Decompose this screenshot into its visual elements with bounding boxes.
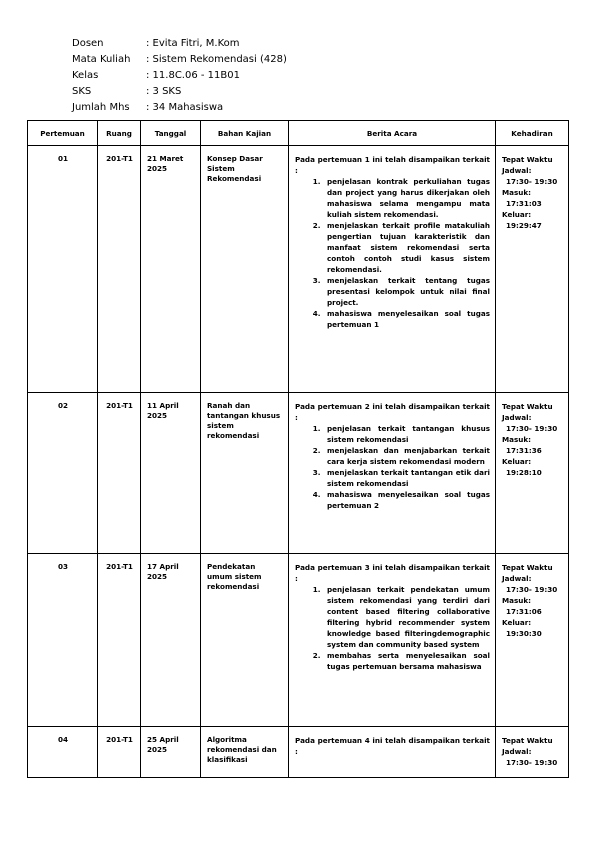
- ruang-cell: 201-T1: [98, 146, 141, 393]
- list-item: 3. menjelaskan terkait tentang tugas presentasi kelompok untuk nilai final project.: [323, 275, 490, 308]
- hadir-jadwal: 17:30- 19:30: [506, 177, 558, 186]
- bahan-kajian-cell: Algoritma rekomendasi dan klasifikasi: [201, 727, 289, 778]
- info-mata-kuliah: [72, 52, 287, 68]
- bahan-kajian-cell: Konsep Dasar Sistem Rekomendasi: [201, 146, 289, 393]
- header-berita-acara: Berita Acara: [289, 121, 496, 146]
- berita-acara-cell: [289, 554, 496, 727]
- hadir-status: Tepat Waktu: [502, 736, 553, 745]
- hadir-masuk-label: Masuk:: [502, 596, 532, 605]
- hadir-jadwal-label: Jadwal:: [502, 747, 532, 756]
- tanggal-cell: 21 Maret 2025: [141, 146, 201, 393]
- hadir-jadwal: 17:30- 19:30: [506, 424, 558, 433]
- bahan-kajian-cell: Pendekatan umum sistem rekomendasi: [201, 554, 289, 727]
- attendance-log-table: [27, 120, 569, 778]
- ruang-cell: 201-T1: [98, 554, 141, 727]
- table-row: [28, 554, 569, 727]
- info-jumlah-mhs: [72, 100, 287, 116]
- tanggal-cell: 11 April 2025: [141, 393, 201, 554]
- ruang-cell: 201-T1: [98, 727, 141, 778]
- hadir-status: Tepat Waktu: [502, 563, 553, 572]
- berita-intro: Pada pertemuan 3 ini telah disampaikan terkait :: [295, 563, 490, 583]
- course-info: [72, 36, 287, 116]
- hadir-jadwal-label: Jadwal:: [502, 413, 532, 422]
- berita-intro: Pada pertemuan 1 ini telah disampaikan terkait :: [295, 155, 490, 175]
- hadir-masuk-label: Masuk:: [502, 435, 532, 444]
- list-item: 2. menjelaskan dan menjabarkan terkait cara kerja sistem rekomendasi modern: [323, 445, 490, 467]
- list-item: 1. penjelasan kontrak perkuliahan tugas dan project yang harus dikerjakan oleh mahasiswa selama mengampu mata kuliah sistem rekomendasi.: [323, 176, 490, 220]
- pertemuan-cell: 04: [28, 727, 98, 778]
- pertemuan-cell: 01: [28, 146, 98, 393]
- header-ruang: Ruang: [98, 121, 141, 146]
- table-row: [28, 146, 569, 393]
- hadir-status: Tepat Waktu: [502, 155, 553, 164]
- kelas-label: Kelas: [72, 70, 99, 81]
- hadir-status: Tepat Waktu: [502, 402, 553, 411]
- list-item: 1. penjelasan terkait pendekatan umum sistem rekomendasi yang terdiri dari content based filtering collaborative filtering hybrid recommender system knowledge based filteringdemographic system dan community based system: [323, 584, 490, 650]
- tanggal-cell: 25 April 2025: [141, 727, 201, 778]
- hadir-jadwal-label: Jadwal:: [502, 166, 532, 175]
- table-header-row: [28, 121, 569, 146]
- hadir-masuk-label: Masuk:: [502, 188, 532, 197]
- hadir-jadwal: 17:30- 19:30: [506, 758, 558, 767]
- kehadiran-cell: [496, 554, 569, 727]
- hadir-keluar: 19:30:30: [506, 629, 542, 638]
- list-item: 4. mahasiswa menyelesaikan soal tugas pertemuan 2: [323, 489, 490, 511]
- sks-label: SKS: [72, 86, 92, 97]
- tanggal-cell: 17 April 2025: [141, 554, 201, 727]
- hadir-masuk: 17:31:03: [506, 199, 542, 208]
- mata-kuliah-value: : Sistem Rekomendasi (428): [146, 54, 287, 65]
- berita-list: [295, 176, 490, 330]
- berita-acara-cell: [289, 393, 496, 554]
- sks-value: : 3 SKS: [146, 86, 182, 97]
- kehadiran-cell: [496, 727, 569, 778]
- pertemuan-cell: 03: [28, 554, 98, 727]
- list-item: 3. menjelaskan terkait tantangan etik dari sistem rekomendasi: [323, 467, 490, 489]
- header-kehadiran: Kehadiran: [496, 121, 569, 146]
- hadir-masuk: 17:31:06: [506, 607, 542, 616]
- hadir-keluar-label: Keluar:: [502, 618, 532, 627]
- hadir-keluar: 19:29:47: [506, 221, 542, 230]
- info-kelas: [72, 68, 287, 84]
- list-item: 4. mahasiswa menyelesaikan soal tugas pertemuan 1: [323, 308, 490, 330]
- kelas-value: : 11.8C.06 - 11B01: [146, 70, 240, 81]
- ruang-cell: 201-T1: [98, 393, 141, 554]
- hadir-masuk: 17:31:36: [506, 446, 542, 455]
- hadir-keluar: 19:28:10: [506, 468, 542, 477]
- list-item: 2. menjelaskan terkait profile matakuliah pengertian tujuan karakteristik dan manfaat sistem rekomendasi serta contoh contoh studi kasus sistem rekomendasi.: [323, 220, 490, 275]
- info-dosen: [72, 36, 287, 52]
- bahan-kajian-cell: Ranah dan tantangan khusus sistem rekomendasi: [201, 393, 289, 554]
- header-bahan-kajian: Bahan Kajian: [201, 121, 289, 146]
- hadir-jadwal-label: Jadwal:: [502, 574, 532, 583]
- header-tanggal: Tanggal: [141, 121, 201, 146]
- kehadiran-cell: [496, 146, 569, 393]
- list-item: 1. penjelasan terkait tantangan khusus sistem rekomendasi: [323, 423, 490, 445]
- list-item: 2. membahas serta menyelesaikan soal tugas pertemuan bersama mahasiswa: [323, 650, 490, 672]
- dosen-label: Dosen: [72, 38, 104, 49]
- berita-list: [295, 423, 490, 511]
- table-row: [28, 393, 569, 554]
- kehadiran-cell: [496, 393, 569, 554]
- dosen-value: : Evita Fitri, M.Kom: [146, 38, 240, 49]
- berita-acara-cell: [289, 727, 496, 778]
- header-pertemuan: Pertemuan: [28, 121, 98, 146]
- mata-kuliah-label: Mata Kuliah: [72, 54, 131, 65]
- hadir-jadwal: 17:30- 19:30: [506, 585, 558, 594]
- table-row: [28, 727, 569, 778]
- berita-list: [295, 584, 490, 672]
- jumlah-mhs-label: Jumlah Mhs: [72, 102, 130, 113]
- hadir-keluar-label: Keluar:: [502, 457, 532, 466]
- jumlah-mhs-value: : 34 Mahasiswa: [146, 102, 224, 113]
- hadir-keluar-label: Keluar:: [502, 210, 532, 219]
- berita-intro: Pada pertemuan 4 ini telah disampaikan terkait :: [295, 736, 490, 756]
- berita-acara-cell: [289, 146, 496, 393]
- info-sks: [72, 84, 287, 100]
- pertemuan-cell: 02: [28, 393, 98, 554]
- berita-intro: Pada pertemuan 2 ini telah disampaikan terkait :: [295, 402, 490, 422]
